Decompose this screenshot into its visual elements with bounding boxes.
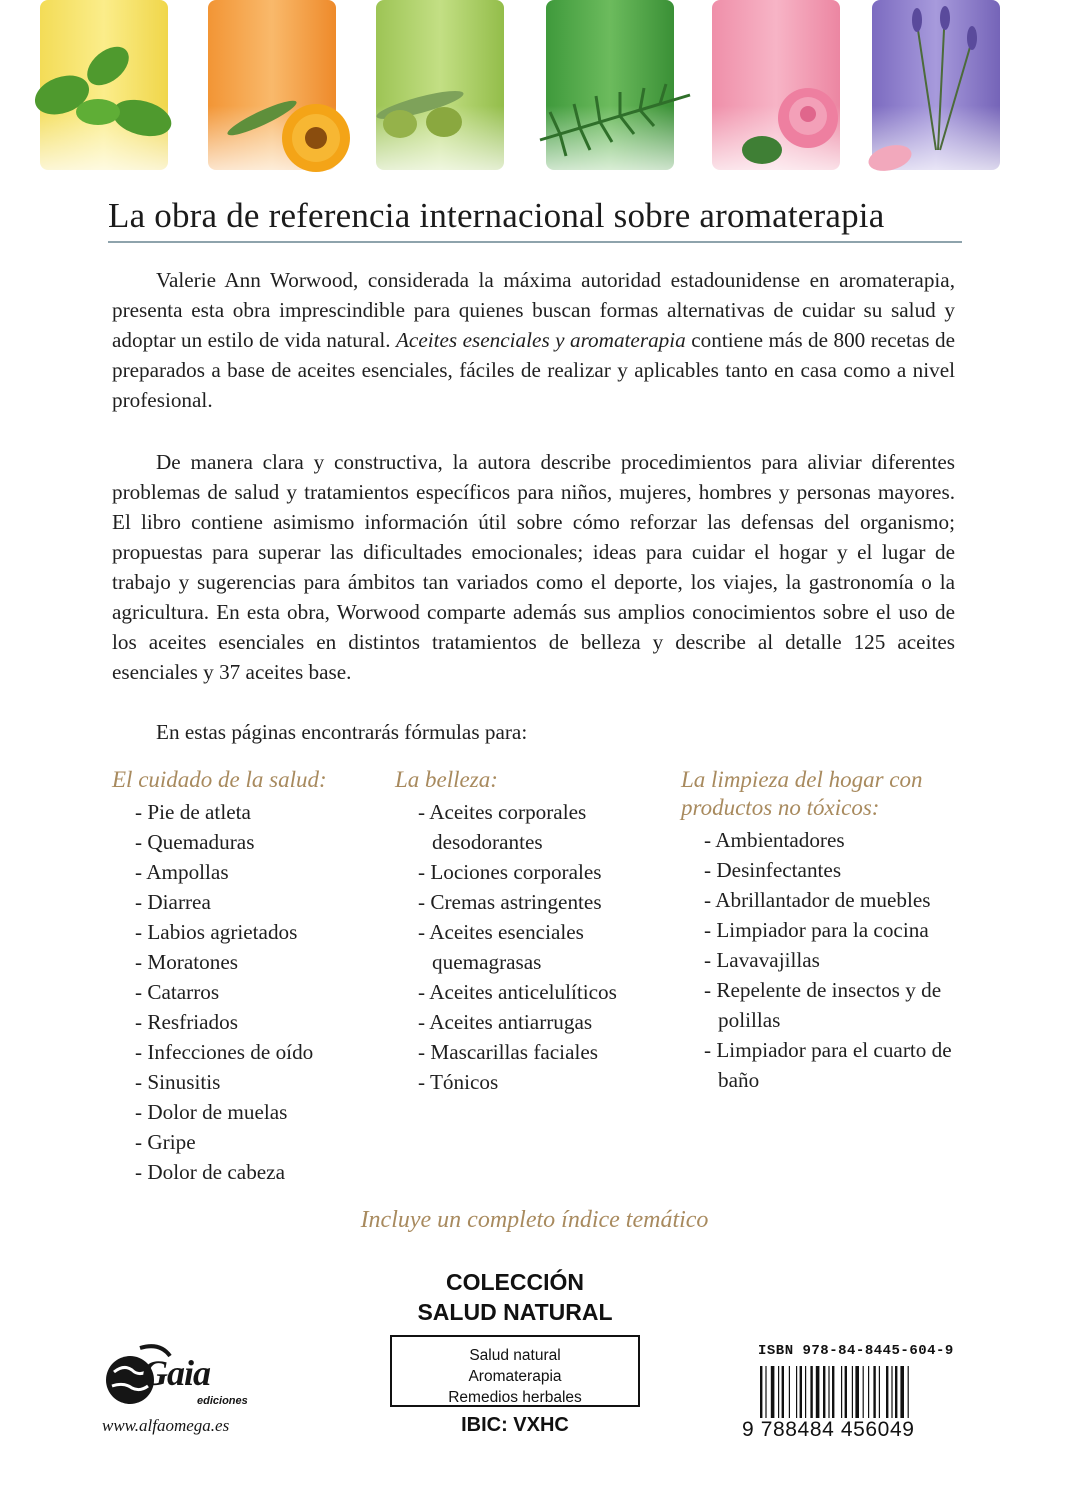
list-item: - Lavavajillas [681, 945, 971, 975]
collection-line-1: COLECCIÓN [446, 1269, 584, 1295]
list-item: - Mascarillas faciales [395, 1037, 675, 1067]
list-item: - Ampollas [112, 857, 382, 887]
list-item: - Aceites corporales desodorantes [395, 797, 675, 857]
list-item: - Aceites antiarrugas [395, 1007, 675, 1037]
publisher-website: www.alfaomega.es [102, 1416, 230, 1435]
list-item: - Moratones [112, 947, 382, 977]
list-item: - Ambientadores [681, 825, 971, 855]
list-item: - Desinfectantes [681, 855, 971, 885]
barcode-icon [758, 1366, 958, 1418]
list-item: - Lociones corporales [395, 857, 675, 887]
health-list [112, 797, 382, 1187]
list-item: - Infecciones de oído [112, 1037, 382, 1067]
list-item: - Aceites anticelulíticos [395, 977, 675, 1007]
headline-rule [108, 241, 962, 243]
collection-line-2: SALUD NATURAL [417, 1299, 613, 1325]
headline: La obra de referencia internacional sobre aromaterapia [108, 196, 885, 235]
category-box [390, 1335, 640, 1407]
intro-paragraph [112, 265, 955, 415]
beauty-list [395, 797, 675, 1097]
collection-title [380, 1267, 650, 1327]
intro-text-b: contiene más de 800 recetas de preparados a base de aceites esenciales, fáciles de realizar y aplicables tanto en casa como a nivel profesional. [112, 328, 955, 412]
column-home-cleaning [681, 766, 971, 1095]
column-heading: La limpieza del hogar con productos no tóxicos: [681, 767, 923, 820]
category-item: Aromaterapia [468, 1368, 562, 1385]
list-item: - Limpiador para el cuarto de baño [681, 1035, 971, 1095]
list-item: - Sinusitis [112, 1067, 382, 1097]
header-illustration [0, 0, 1069, 192]
list-item: - Limpiador para la cocina [681, 915, 971, 945]
list-item: - Quemaduras [112, 827, 382, 857]
column-health [112, 766, 382, 1187]
column-heading: La belleza: [395, 767, 498, 792]
column-heading: El cuidado de la salud: [112, 767, 327, 792]
list-item: - Resfriados [112, 1007, 382, 1037]
list-item: - Cremas astringentes [395, 887, 675, 917]
publisher-logo: Gaia [142, 1353, 210, 1393]
isbn-label: ISBN 978-84-8445-604-9 [758, 1343, 954, 1359]
intro-text-a: Valerie Ann Worwood, considerada la máxima autoridad estadounidense en aromaterapia, presenta esta obra imprescindible para quienes buscan formas alternativas de cuidar su salud y adoptar un estilo de vida natural. [112, 268, 955, 352]
category-item: Salud natural [469, 1347, 561, 1364]
formulas-intro: En estas páginas encontrarás fórmulas para: [156, 720, 528, 744]
list-item: - Abrillantador de muebles [681, 885, 971, 915]
list-item: - Gripe [112, 1127, 382, 1157]
book-title: Aceites esenciales y aromaterapia [395, 328, 686, 352]
column-beauty [395, 766, 675, 1097]
list-item: - Catarros [112, 977, 382, 1007]
list-item: - Pie de atleta [112, 797, 382, 827]
category-item: Remedios herbales [448, 1389, 582, 1406]
tagline: Incluye un completo índice temático [360, 1207, 709, 1233]
list-item: - Tónicos [395, 1067, 675, 1097]
list-item: - Repelente de insectos y de polillas [681, 975, 971, 1035]
list-item: - Labios agrietados [112, 917, 382, 947]
list-item: - Diarrea [112, 887, 382, 917]
ibic-code: IBIC: VXHC [461, 1414, 569, 1436]
publisher-sub: ediciones [197, 1395, 248, 1407]
list-item: - Dolor de cabeza [112, 1157, 382, 1187]
list-item: - Dolor de muelas [112, 1097, 382, 1127]
list-item: - Aceites esenciales quemagrasas [395, 917, 675, 977]
barcode-number: 9 788484 456049 [742, 1418, 915, 1441]
cleaning-list [681, 825, 971, 1095]
description-paragraph: De manera clara y constructiva, la autora describe procedimientos para aliviar diferentes problemas de salud y tratamientos específicos para niños, mujeres, hombres y personas mayores. El libro contiene asimismo información útil sobre cómo reforzar las defensas del organismo; propuestas para superar las dificultades emocionales; ideas para cuidar el hogar y el lugar de trabajo y sugerencias para ámbitos tan variados como el deporte, los viajes, la gastronomía o la agricultura. En esta obra, Worwood comparte además sus amplios conocimientos sobre el uso de los aceites esenciales en distintos tratamientos de belleza y describe al detalle 125 aceites esenciales y 37 aceites base. [112, 450, 955, 684]
